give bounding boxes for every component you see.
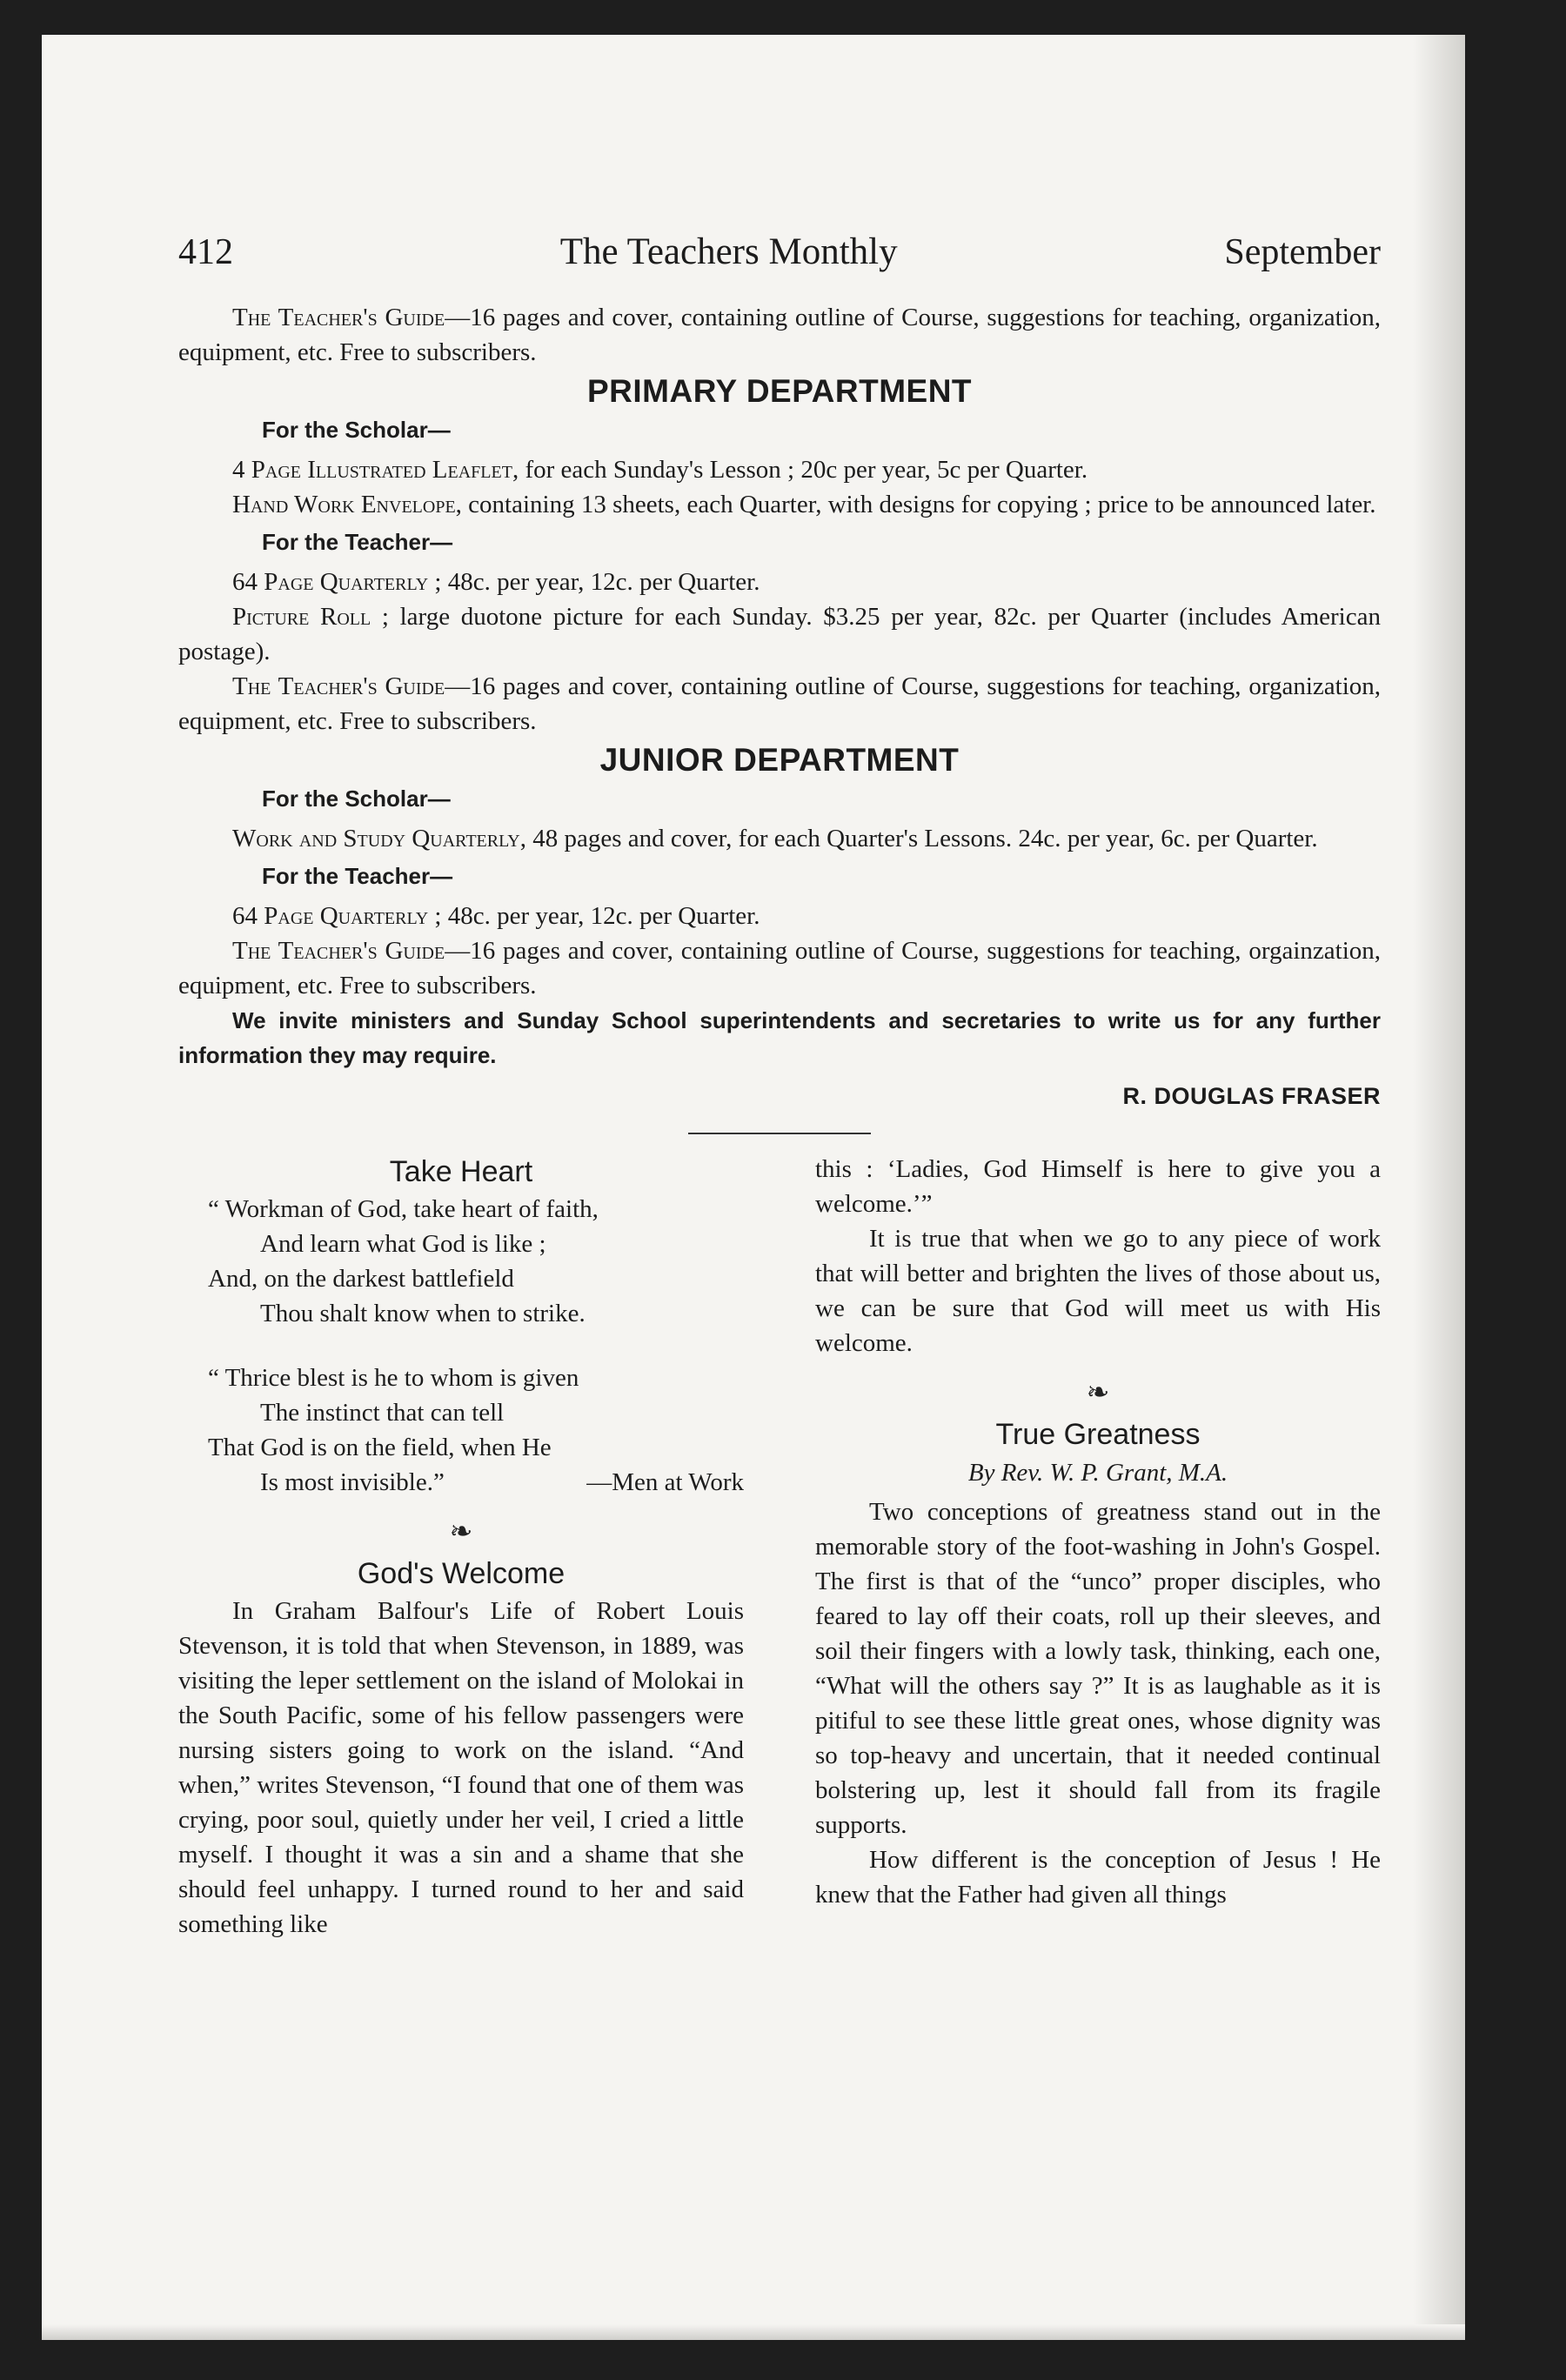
primary-quarterly-entry: 64 Page Quarterly ; 48c. per year, 12c. per Quarter. [232, 568, 760, 596]
page-number: 412 [178, 232, 233, 272]
junior-scholar-label: For the Scholar— [262, 786, 451, 812]
poem-line: And, on the darkest battlefield [208, 1265, 514, 1293]
true-greatness-title: True Greatness [995, 1418, 1201, 1451]
page-bottom-edge [42, 2324, 1465, 2340]
primary-department-heading: PRIMARY DEPARTMENT [586, 373, 973, 409]
invitation-notice: We invite ministers and Sunday School superintendents and secretaries to write us for any further information they may require. [178, 1007, 1381, 1068]
journal-title: The Teachers Monthly [559, 231, 898, 272]
junior-quarterly-entry: 64 Page Quarterly ; 48c. per year, 12c. per Quarter. [232, 902, 760, 930]
running-header [178, 231, 1381, 300]
two-column-articles [178, 1152, 1381, 1942]
poem-line: “ Workman of God, take heart of faith, [208, 1195, 599, 1223]
primary-picture-roll-entry: Picture Roll ; large duotone picture for each Sunday. $3.25 per year, 82c. per Quarter (includes American postage). [178, 603, 1381, 665]
left-column [178, 1152, 744, 1942]
take-heart-title: Take Heart [389, 1155, 533, 1188]
true-greatness-byline: By Rev. W. P. Grant, M.A. [967, 1459, 1228, 1487]
junior-teacher-label: For the Teacher— [262, 863, 453, 889]
true-greatness-paragraph-1: Two conceptions of greatness stand out in the memorable story of the foot-washing in John's Gospel. The first is that of the “unco” proper disciples, who feared to lay off their coats, roll up their sleeves, and soil their fingers with a lowly task, thinking, each one, “What will the others say ?” It is as laughable as it is pitiful to see these little great ones, whose dignity was so top-heavy and uncertain, that it needed continual bolstering up, lest it should fall from its fragile supports. [815, 1498, 1381, 1839]
page-edge-shadow [1413, 35, 1465, 2340]
poem-line: Is most invisible.” [260, 1468, 445, 1496]
gods-welcome-title: God's Welcome [357, 1557, 566, 1590]
poem-line: “ Thrice blest is he to whom is given [208, 1364, 579, 1392]
poem-last-line [178, 1465, 744, 1500]
junior-department-heading: JUNIOR DEPARTMENT [599, 742, 960, 778]
poem-attribution: —Men at Work [586, 1468, 744, 1496]
junior-guide-entry: The Teacher's Guide—16 pages and cover, containing outline of Course, suggestions for teaching, orgainzation, equipment, etc. Free to subscribers. [178, 937, 1381, 999]
leaf-ornament-icon: ❧ [1086, 1376, 1110, 1407]
section-divider [688, 1133, 871, 1134]
primary-leaflet-entry: 4 Page Illustrated Leaflet, for each Sunday's Lesson ; 20c per year, 5c per Quarter. [232, 456, 1088, 484]
signature: R. DOUGLAS FRASER [1122, 1083, 1381, 1109]
gods-welcome-paragraph-2: It is true that when we go to any piece of work that will better and brighten the lives of those about us, we can be sure that God will meet us with His welcome. [815, 1225, 1381, 1357]
primary-envelope-entry: Hand Work Envelope, containing 13 sheets, each Quarter, with designs for copying ; price to be announced later. [232, 491, 1376, 518]
primary-scholar-label: For the Scholar— [262, 417, 451, 443]
leaf-ornament-icon: ❧ [449, 1515, 473, 1547]
stanza-break [178, 1331, 744, 1360]
poem-line: Thou shalt know when to strike. [260, 1300, 586, 1327]
take-heart-poem [178, 1192, 744, 1500]
poem-line: And learn what God is like ; [260, 1230, 546, 1258]
poem-line: The instinct that can tell [260, 1399, 505, 1427]
page-sheet [42, 35, 1465, 2340]
poem-line: That God is on the field, when He [208, 1434, 552, 1461]
primary-teacher-label: For the Teacher— [262, 529, 453, 555]
primary-guide-entry: The Teacher's Guide—16 pages and cover, containing outline of Course, suggestions for teaching, organization, equipment, etc. Free to subscribers. [178, 672, 1381, 735]
page-content [178, 231, 1381, 1942]
gods-welcome-paragraph: In Graham Balfour's Life of Robert Louis Stevenson, it is told that when Stevenson, in 1889, was visiting the leper settlement on the island of Molokai in the South Pacific, some of his fellow passengers were nursing sisters going to work on the island. “And when,” writes Stevenson, “I found that one of them was crying, poor soul, quietly under her veil, I cried a little myself. I thought it was a sin and a shame that she should feel unhappy. I turned round to her and said something like [178, 1597, 744, 1938]
right-column [815, 1152, 1381, 1942]
top-guide-entry: The Teacher's Guide—16 pages and cover, containing outline of Course, suggestions for teaching, organization, equipment, etc. Free to subscribers. [178, 304, 1381, 366]
true-greatness-paragraph-2: How different is the conception of Jesus ! He knew that the Father had given all things [815, 1846, 1381, 1909]
issue-month: September [1224, 232, 1381, 272]
gods-welcome-continuation: this : ‘Ladies, God Himself is here to give you a welcome.’” [815, 1155, 1381, 1218]
junior-work-study-entry: Work and Study Quarterly, 48 pages and cover, for each Quarter's Lessons. 24c. per year, 6c. per Quarter. [232, 825, 1318, 852]
